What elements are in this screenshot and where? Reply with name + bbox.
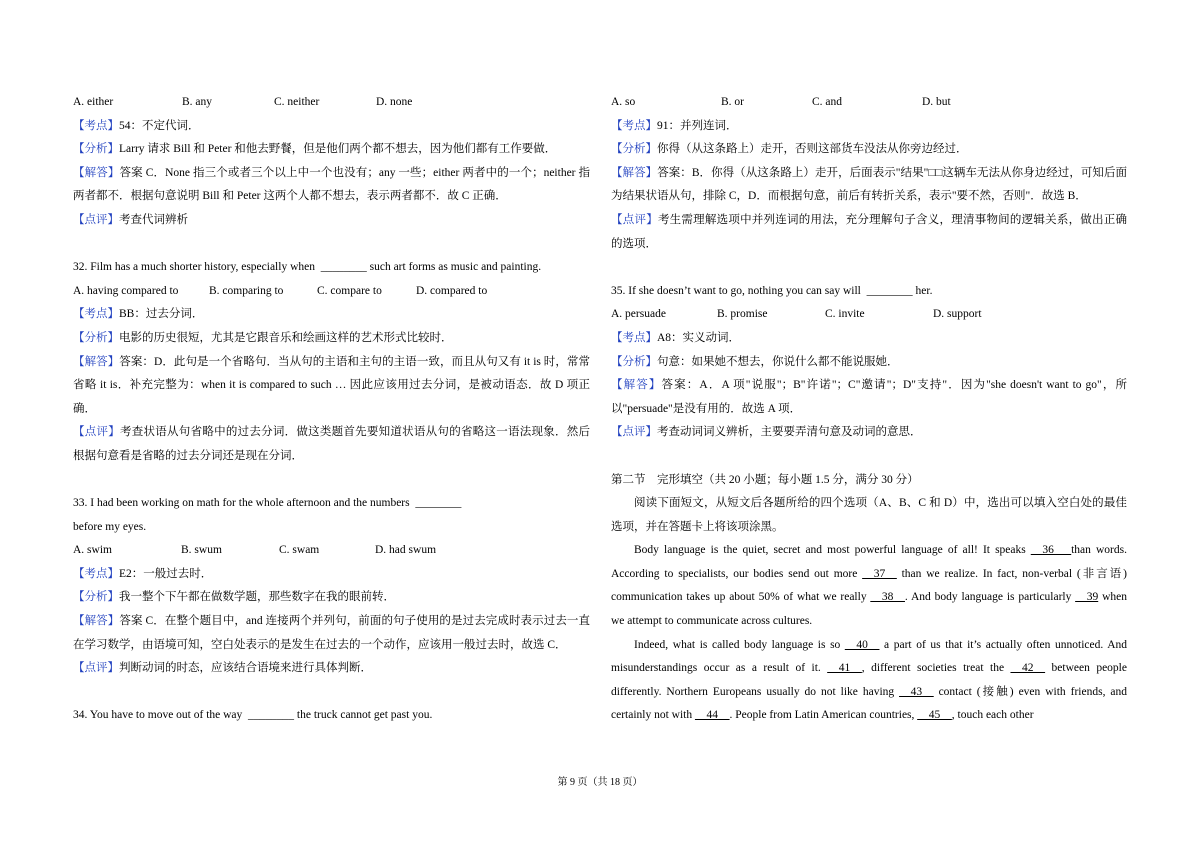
passage-text: a part of us that it’s actually often unnoticed. And misunderstandings occur as a result of it. bbox=[611, 638, 1127, 675]
q32-stem-tail: such art forms as music and painting. bbox=[366, 261, 542, 274]
passage-paragraph-1 bbox=[611, 539, 1127, 633]
blank-44: __44__ bbox=[695, 709, 730, 722]
q31-fenxi bbox=[73, 138, 590, 162]
q34-stem bbox=[73, 704, 590, 728]
q32-option-c: C. compare to bbox=[317, 284, 382, 297]
kaodian-text: BB：过去分词． bbox=[119, 308, 204, 321]
fenxi-tag: 【分析】 bbox=[611, 143, 657, 156]
q32-option-b: B. comparing to bbox=[209, 284, 284, 297]
q34-option-a: A. so bbox=[611, 96, 636, 108]
q32-fenxi bbox=[73, 327, 590, 351]
jieda-text: 答案：D．此句是一个省略句．当从句的主语和主句的主语一致，而且从句又有 it is 时，常常省略 it is．补充完整为：when it is compared to such … 因此应该用过去分词，是被动语态．故 D 项正确． bbox=[73, 355, 591, 415]
q35-option-c: C. invite bbox=[825, 308, 865, 321]
section-title: 第二节 完形填空（共 20 小题；每小题 1.5 分，满分 30 分） bbox=[611, 473, 919, 486]
right-column bbox=[611, 91, 1127, 728]
q34-option-d: D. but bbox=[922, 96, 951, 108]
q31-options bbox=[73, 91, 590, 115]
fenxi-tag: 【分析】 bbox=[73, 143, 119, 156]
q34-jieda bbox=[611, 162, 1127, 209]
fenxi-tag: 【分析】 bbox=[73, 331, 119, 344]
kaodian-tag: 【考点】 bbox=[611, 119, 657, 132]
dianping-tag: 【点评】 bbox=[73, 426, 121, 439]
jieda-tag: 【解答】 bbox=[73, 355, 120, 368]
passage-text: . People from Latin American countries, bbox=[729, 709, 918, 722]
q33-option-c: C. swam bbox=[279, 544, 320, 557]
passage-text: than we realize. In fact, non-verbal (非言语) communication takes up about 50% of what we really bbox=[611, 567, 1127, 604]
fenxi-text: 我一整个下午都在做数学题，那些数字在我的眼前转． bbox=[119, 591, 395, 604]
fenxi-tag: 【分析】 bbox=[611, 355, 657, 368]
q33-kaodian bbox=[73, 563, 590, 587]
q32-option-d: D. compared to bbox=[416, 284, 488, 297]
page-footer: 第 9 页（共 18 页） bbox=[557, 777, 643, 788]
fenxi-text: 你得（从这条路上）走开，否则这部货车没法从你旁边经过． bbox=[657, 143, 968, 156]
jieda-text: 答案：A．A 项"说服"；B"许诺"；C"邀请"；D"支持"．因为"she doesn't want to go"，所以"persuade"是没有用的．故选 A 项． bbox=[611, 379, 1127, 415]
q33-options bbox=[73, 539, 590, 563]
left-column bbox=[73, 91, 590, 728]
q32-jieda bbox=[73, 351, 590, 422]
q35-jieda bbox=[611, 374, 1127, 421]
q34-options bbox=[611, 91, 1127, 115]
jieda-tag: 【解答】 bbox=[73, 166, 120, 179]
q34-stem-tail: the truck cannot get past you. bbox=[294, 709, 433, 722]
q31-jieda bbox=[73, 162, 590, 209]
q34-option-c: C. and bbox=[812, 96, 843, 108]
passage-text: , different societies treat the bbox=[861, 662, 1011, 675]
q32-stem-text: 32. Film has a much shorter history, especially when bbox=[73, 261, 315, 274]
passage-text: when we attempt to communicate across cultures. bbox=[611, 591, 1127, 628]
jieda-tag: 【解答】 bbox=[611, 166, 658, 179]
q34-option-b: B. or bbox=[721, 96, 744, 108]
dianping-tag: 【点评】 bbox=[73, 213, 119, 226]
fenxi-text: 电影的历史很短，尤其是它跟音乐和绘画这样的艺术形式比较时． bbox=[119, 331, 453, 344]
dianping-text: 考查代词辨析 bbox=[119, 213, 188, 226]
q34-fenxi bbox=[611, 138, 1127, 162]
kaodian-tag: 【考点】 bbox=[73, 119, 119, 132]
q35-options bbox=[611, 303, 1127, 327]
dianping-tag: 【点评】 bbox=[611, 213, 658, 226]
kaodian-tag: 【考点】 bbox=[73, 567, 119, 580]
kaodian-text: A8：实义动词． bbox=[657, 331, 741, 344]
q31-option-d: D. none bbox=[376, 96, 413, 108]
q31-option-a: A. either bbox=[73, 96, 114, 108]
passage-text: . And body language is particularly bbox=[904, 591, 1076, 604]
q33-jieda bbox=[73, 610, 590, 657]
passage-text: than words. According to specialists, our bodies send out more bbox=[611, 544, 1127, 580]
fenxi-tag: 【分析】 bbox=[73, 591, 119, 604]
q34-kaodian bbox=[611, 115, 1127, 139]
blank-37: __37__ bbox=[862, 567, 897, 580]
blank-36: __36___ bbox=[1030, 544, 1072, 557]
q35-blank: ________ bbox=[866, 284, 913, 297]
spacer bbox=[73, 469, 590, 493]
q34-stem-text: 34. You have to move out of the way bbox=[73, 709, 243, 722]
blank-41: __41__ bbox=[827, 662, 862, 675]
q35-option-b: B. promise bbox=[717, 308, 768, 321]
q35-stem bbox=[611, 280, 1127, 304]
blank-40: __40__ bbox=[844, 638, 880, 651]
q35-stem-text: 35. If she doesn’t want to go, nothing you can say will bbox=[611, 284, 861, 297]
q35-option-a: A. persuade bbox=[611, 308, 666, 321]
spacer bbox=[73, 233, 590, 257]
q31-kaodian bbox=[73, 115, 590, 139]
kaodian-text: 54：不定代词． bbox=[119, 119, 200, 132]
dianping-text: 判断动词的时态，应该结合语境来进行具体判断． bbox=[119, 662, 372, 675]
q33-option-d: D. had swum bbox=[375, 544, 437, 557]
kaodian-text: E2：一般过去时． bbox=[119, 567, 213, 580]
q31-dianping bbox=[73, 209, 590, 233]
q33-fenxi bbox=[73, 586, 590, 610]
passage-text: , touch each other bbox=[951, 709, 1034, 722]
dianping-text: 考查状语从句省略中的过去分词．做这类题首先要知道状语从句的省略这一语法现象．然后根据句意看是省略的过去分词还是现在分词． bbox=[73, 426, 591, 462]
kaodian-tag: 【考点】 bbox=[611, 331, 657, 344]
q31-option-c: C. neither bbox=[274, 96, 320, 108]
passage-text: contact (接触) even with friends, and certainly not with bbox=[611, 685, 1127, 722]
q31-option-b: B. any bbox=[182, 96, 213, 108]
q35-stem-tail: her. bbox=[912, 284, 933, 297]
q33-stem-text: 33. I had been working on math for the whole afternoon and the numbers bbox=[73, 497, 410, 510]
q33-stem-cont: before my eyes. bbox=[73, 520, 147, 533]
q33-stem bbox=[73, 492, 590, 516]
jieda-text: 答案：B．你得（从这条路上）走开，后面表示"结果"□□这辆车无法从你身边经过，可知后面为结果状语从句，排除 C，D．而根据句意，前后有转折关系，表示"要不然，否则"．故选 B． bbox=[611, 166, 1128, 203]
fenxi-text: 句意：如果她不想去，你说什么都不能说服她． bbox=[657, 355, 899, 368]
q32-stem bbox=[73, 256, 590, 280]
q32-dianping bbox=[73, 421, 590, 468]
q35-option-d: D. support bbox=[933, 308, 982, 321]
q34-blank: ________ bbox=[248, 709, 295, 722]
jieda-text: 答案 C．None 指三个或者三个以上中一个也没有；any 一些；either 两者中的一个；neither 指两者都不．根据句意说明 Bill 和 Peter 这两个人都不想去，表示两者都不．故 C 正确． bbox=[73, 166, 590, 203]
kaodian-text: 91：并列连词． bbox=[657, 119, 738, 132]
spacer bbox=[73, 681, 590, 705]
blank-38: __38__ bbox=[870, 591, 905, 604]
q32-option-a: A. having compared to bbox=[73, 284, 179, 297]
blank-39: __39 bbox=[1075, 591, 1099, 604]
kaodian-tag: 【考点】 bbox=[73, 308, 119, 321]
passage-text: Indeed, what is called body language is so bbox=[634, 638, 845, 651]
jieda-text: 答案 C．在整个题目中，and 连接两个并列句，前面的句子使用的是过去完成时表示过去一直在学习数学，由语境可知，空白处表示的是发生在过去的一个动作，应该用一般过去时，故选 C． bbox=[73, 615, 591, 651]
dianping-tag: 【点评】 bbox=[73, 662, 119, 675]
jieda-tag: 【解答】 bbox=[73, 615, 120, 628]
blank-45: __45__ bbox=[917, 709, 952, 722]
q33-option-a: A. swim bbox=[73, 544, 112, 557]
q34-dianping bbox=[611, 209, 1127, 256]
q35-kaodian bbox=[611, 327, 1127, 351]
jieda-tag: 【解答】 bbox=[611, 379, 662, 392]
passage-text: Body language is the quiet, secret and most powerful language of all! It speaks bbox=[634, 544, 1031, 557]
dianping-text: 考生需理解选项中并列连词的用法，充分理解句子含义，理清事物间的逻辑关系，做出正确的选项． bbox=[611, 213, 1128, 250]
q35-fenxi bbox=[611, 351, 1127, 375]
instructions: 阅读下面短文，从短文后各题所给的四个选项（A、B、C 和 D）中，选出可以填入空白处的最佳选项，并在答题卡上将该项涂黑。 bbox=[611, 497, 1127, 533]
blank-43: __43__ bbox=[899, 685, 934, 698]
dianping-tag: 【点评】 bbox=[611, 426, 657, 439]
blank-42: __42__ bbox=[1010, 662, 1046, 675]
q33-option-b: B. swum bbox=[181, 544, 222, 557]
q32-kaodian bbox=[73, 303, 590, 327]
fenxi-text: Larry 请求 Bill 和 Peter 和他去野餐，但是他们两个都不想去，因为他们都有工作要做． bbox=[119, 143, 557, 156]
q35-dianping bbox=[611, 421, 1127, 445]
q32-options bbox=[73, 280, 590, 304]
passage-paragraph-2 bbox=[611, 634, 1127, 728]
dianping-text: 考查动词词义辨析，主要要弄清句意及动词的意思． bbox=[657, 426, 922, 439]
q33-dianping bbox=[73, 657, 590, 681]
q33-blank: ________ bbox=[415, 497, 462, 510]
spacer bbox=[611, 445, 1127, 469]
passage-text: between people differently. Northern Europeans usually do not like having bbox=[611, 662, 1127, 698]
q32-blank: ________ bbox=[320, 261, 367, 274]
spacer bbox=[611, 256, 1127, 280]
